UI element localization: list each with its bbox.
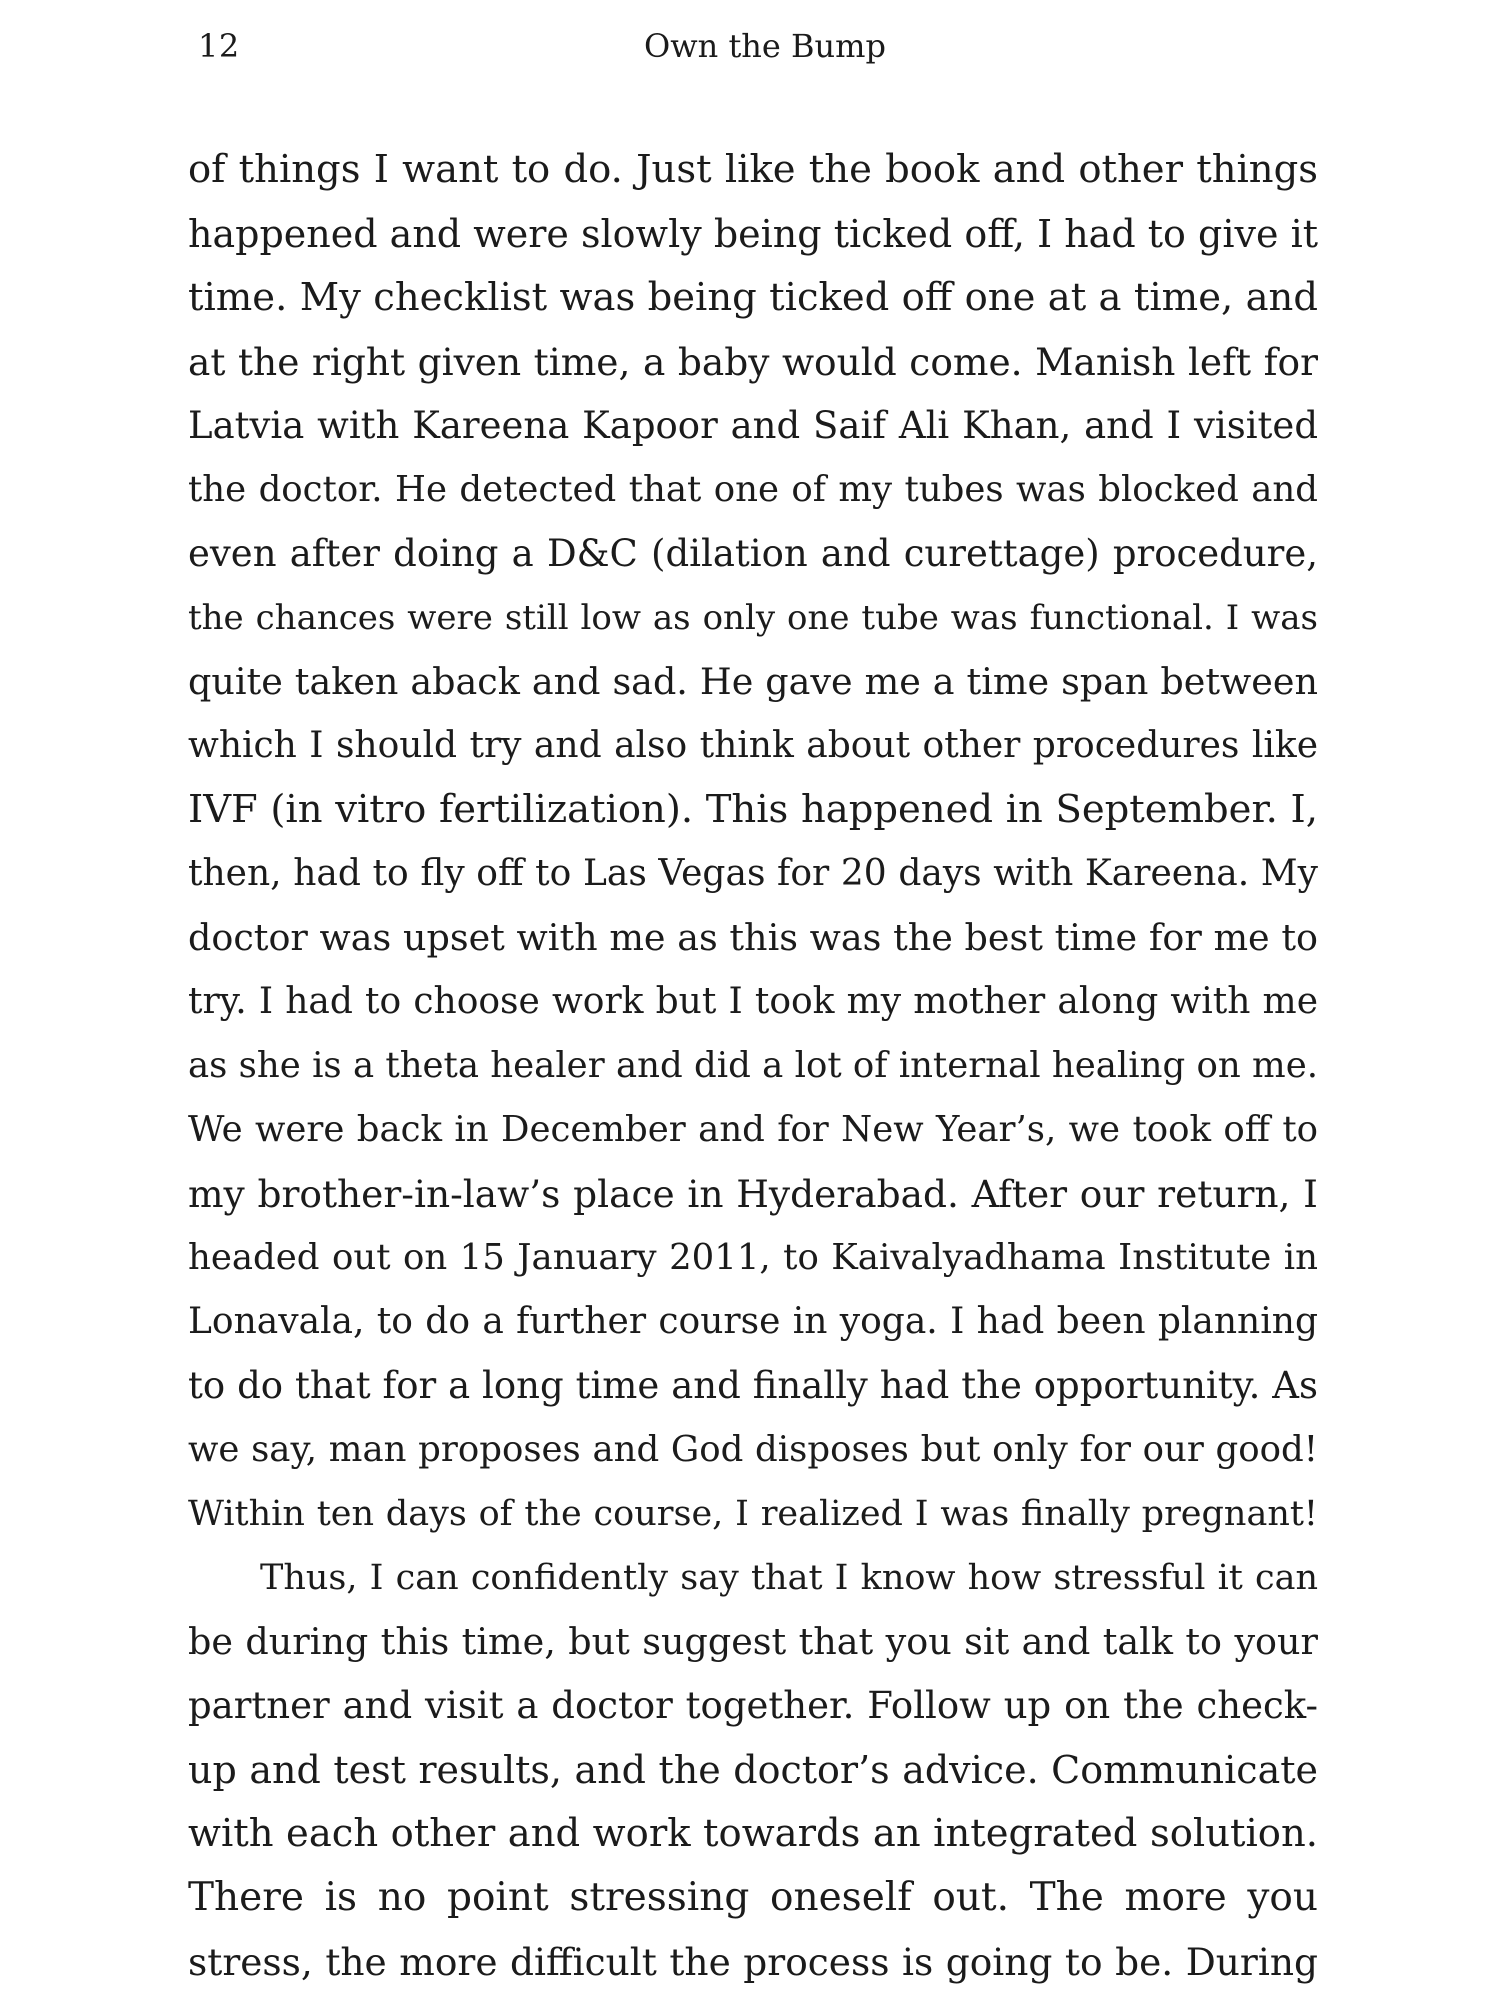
book-title: Own the Bump [644,27,886,65]
text-line: Lonavala, to do a further course in yoga. I had been planning [188,1301,1318,1342]
body-text [188,138,1318,1994]
text-line: the chances were still low as only one tube was functional. I was [188,598,1318,638]
text-line: try. I had to choose work but I took my mother along with me [188,981,1318,1022]
text-line: at the right given time, a baby would come. Manish left for [188,340,1318,384]
text-line: stress, the more difficult the process is going to be. During [188,1940,1318,1984]
running-head [0,24,1500,68]
page-number: 12 [198,27,240,65]
text-line: then, had to fly off to Las Vegas for 20 days with Kareena. My [188,853,1318,894]
text-line: Latvia with Kareena Kapoor and Saif Ali Khan, and I visited [188,404,1318,447]
text-line: of things I want to do. Just like the book and other things [188,147,1318,192]
paragraph-start-line: Thus, I can confidently say that I know how stressful it can [260,1558,1318,1598]
text-line: even after doing a D&C (dilation and curettage) procedure, [188,532,1318,575]
text-line: quite taken aback and sad. He gave me a time span between [188,660,1318,703]
text-line: to do that for a long time and finally had the opportunity. As [188,1364,1318,1407]
text-line: my brother-in-law’s place in Hyderabad. After our return, I [188,1172,1318,1216]
text-line: There is no point stressing oneself out. The more you [188,1875,1318,1920]
text-line: up and test results, and the doctor’s advice. Communicate [188,1748,1318,1792]
text-line: doctor was upset with me as this was the best time for me to [188,916,1318,959]
text-line: be during this time, but suggest that you sit and talk to your [188,1620,1318,1663]
text-line: headed out on 15 January 2011, to Kaivalyadhama Institute in [188,1237,1318,1278]
text-line: happened and were slowly being ticked off, I had to give it [188,212,1318,256]
text-line: the doctor. He detected that one of my tubes was blocked and [188,469,1318,510]
text-line: we say, man proposes and God disposes but only for our good! [188,1429,1318,1470]
text-line: as she is a theta healer and did a lot of internal healing on me. [188,1045,1318,1086]
text-line: time. My checklist was being ticked off one at a time, and [188,275,1318,320]
text-line: We were back in December and for New Year’s, we took off to [188,1109,1318,1150]
paragraph-end-line: Within ten days of the course, I realized I was finally pregnant! [188,1494,1318,1534]
text-line: IVF (in vitro fertilization). This happened in September. I, [188,787,1318,832]
text-line: partner and visit a doctor together. Follow up on the check- [188,1684,1318,1727]
text-line: which I should try and also think about other procedures like [188,725,1318,766]
text-line: with each other and work towards an integrated solution. [188,1811,1318,1856]
